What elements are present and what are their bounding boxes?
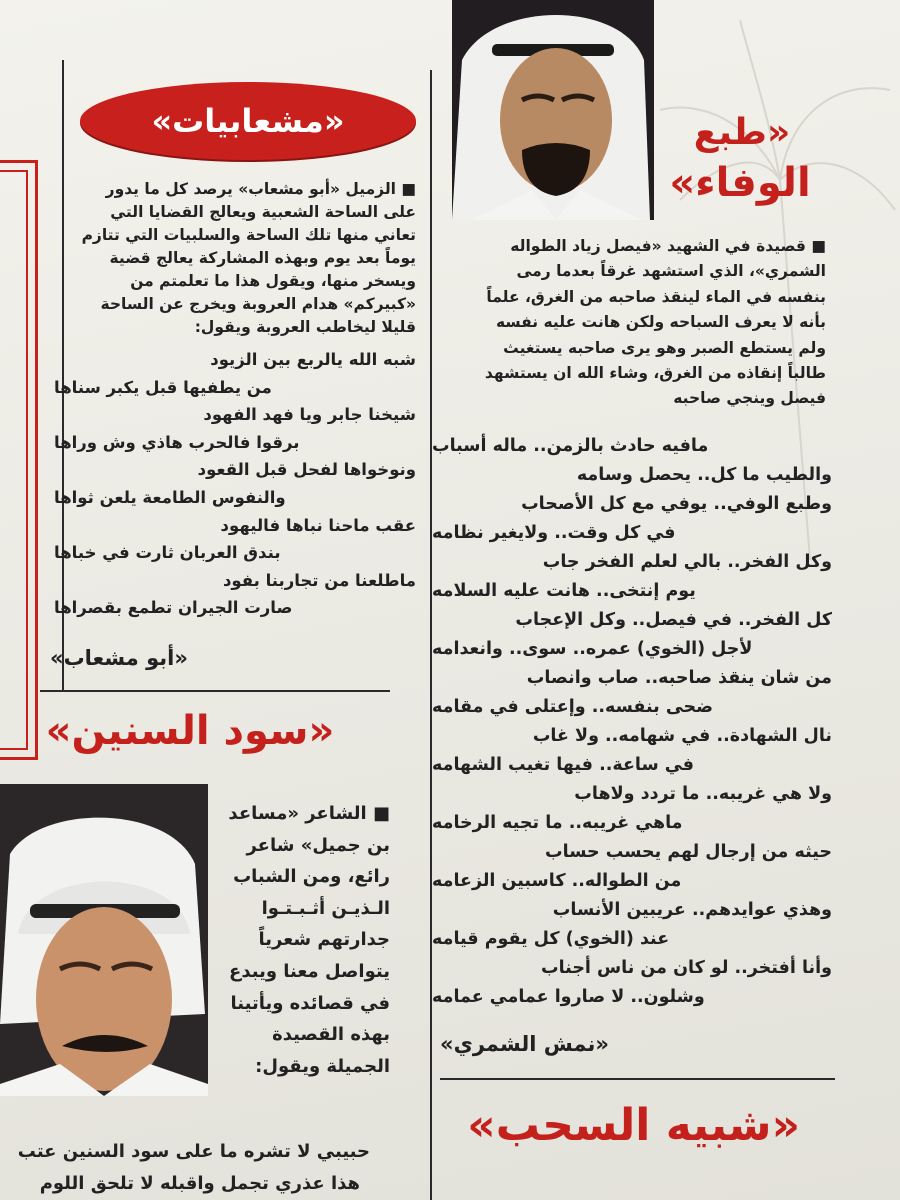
left-edge-red-frame-inner: [0, 170, 28, 750]
tab-alwafa-intro: [440, 234, 826, 412]
intro-line: «كبيركم» هدام العروبة ويخرج عن الساحة: [100, 295, 416, 313]
poem-line: بندق العربان ثارت في خباها: [54, 543, 281, 563]
poem-line: ماطلعنا من تجاربنا بفود: [222, 570, 416, 590]
poem-line: كل الفخر.. في فيصل.. وكل الإعجاب: [515, 610, 832, 630]
intro-line: تعاني منها تلك الساحة والسلبيات التي تتازم: [81, 226, 416, 244]
shabeeh-alsohob-title: «شبيه السحب»: [467, 1100, 800, 1151]
signature-abu-mashab: «أبو مشعاب»: [50, 646, 188, 670]
poem-line: نال الشهادة.. في شهامه.. ولا غاب: [532, 726, 832, 746]
tab-alwafa-title-line2: الوفاء»: [669, 160, 811, 206]
intro-line: فيصل وينجي صاحبه: [673, 389, 826, 408]
poem-line: وهذي عوايدهم.. عريبين الأنساب: [552, 900, 832, 920]
poem-line: ولا هي غريبه.. ما تردد ولاهاب: [574, 784, 832, 804]
poem-line: من يطفيها قبل يكبر سناها: [54, 377, 272, 397]
section-header-title: «مشعابيات»: [151, 102, 345, 140]
poem-line: ونوخواها لفحل قبل القعود: [197, 460, 416, 480]
signature-namash-alshammari: «نمش الشمري»: [440, 1032, 609, 1056]
poem-line: صارت الجيران تطمع بقصراها: [54, 598, 293, 618]
intro-line: الـذيـن أثـبـتـوا: [261, 897, 390, 919]
poem-line: هذا عذري تجمل واقبله لا تلحق اللوم: [39, 1173, 360, 1194]
poem-line: ضحى بنفسه.. وإعتلى في مقامه: [432, 697, 714, 717]
poem-line: حبيبي لا تشره ما على سود السنين عتب: [17, 1141, 370, 1162]
poem-line: شيخنا جابر ويا فهد الفهود: [203, 405, 416, 425]
intro-line: ■ الشاعر «مساعد: [228, 803, 390, 824]
poem-line: في ساعة.. فيها تغيب الشهامه: [432, 755, 694, 775]
intro-line: بأنه لا يعرف السباحه ولكن هانت عليه نفسه: [495, 313, 826, 332]
poem-line: حيثه من إرجال لهم يحسب حساب: [545, 842, 832, 862]
sood-alsneen-intro: [212, 798, 390, 1082]
intro-line: طالباً إنقاذه من الغرق، وشاء الله ان يستشهد: [484, 364, 826, 383]
left-bottom-divider: [40, 690, 390, 692]
intro-line: جدارتهم شعرياً: [258, 929, 390, 951]
tab-alwafa-poem: [432, 432, 832, 1012]
poem-line: يوم إنتخى.. هانت عليه السلامه: [432, 581, 696, 601]
intro-line: ■ الزميل «أبو مشعاب» يرصد كل ما يدور: [105, 180, 416, 198]
intro-line: قليلا ليخاطب العروبة ويقول:: [194, 318, 416, 336]
poem-line: والنفوس الطامعة يلعن ثواها: [54, 487, 286, 507]
poem-line: من شان ينقذ صاحبه.. صاب وانصاب: [526, 668, 832, 688]
poem-line: والطيب ما كل.. يحصل وسامه: [576, 465, 832, 485]
intro-line: بنفسه في الماء لينقذ صاحبه من الغرق، علماً: [486, 287, 826, 306]
section-header-banner: [80, 82, 416, 160]
sood-alsneen-title: «سود السنين»: [45, 708, 335, 754]
poem-line: شبه الله يالربع بين الزيود: [210, 350, 416, 369]
poem-line: من الطواله.. كاسبين الزعامه: [432, 871, 682, 891]
poem-line: وشلون.. لا صاروا عمامي عمامه: [432, 987, 705, 1007]
mashabiyat-intro: [72, 178, 416, 339]
tab-alwafa-title-line1: «طبع: [693, 112, 791, 153]
intro-line: الجميلة ويقول:: [255, 1055, 390, 1077]
intro-line: ■ قصيدة في الشهيد «فيصل زياد الطواله: [510, 237, 826, 255]
intro-line: على الساحة الشعبية ويعالج القضايا التي: [110, 203, 416, 221]
intro-line: يوماً بعد يوم وبهذه المشاركة يعالج قضية: [109, 249, 416, 267]
intro-line: ويسخر منها، ويقول هذا ما تعلمتم من: [130, 272, 416, 290]
intro-line: الشمري»، الذي استشهد غرقاً بعدما رمى: [516, 262, 826, 281]
poem-line: في كل وقت.. ولايغير نظامه: [432, 523, 676, 543]
intro-line: في قصائده ويأتينا: [230, 992, 390, 1014]
poem-line: ماهي غريبه.. ما تجيه الرخامه: [432, 813, 683, 833]
poem-line: وطبع الوفي.. يوفي مع كل الأصحاب: [521, 494, 832, 514]
poem-line: عند (الخوي) كل يقوم قيامه: [432, 929, 670, 949]
poem-line: مافيه حادث بالزمن.. ماله أسباب: [432, 436, 709, 456]
intro-line: يتواصل معنا ويبدع: [229, 960, 390, 982]
poem-line: عقب ماحنا نباها فاليهود: [220, 515, 416, 535]
right-bottom-divider: [440, 1078, 835, 1080]
poem-line: وكل الفخر.. بالي لعلم الفخر جاب: [542, 552, 832, 572]
portrait-photo-left: [0, 784, 208, 1096]
sood-alsneen-poem: [0, 1136, 420, 1200]
poem-line: لأجل (الخوي) عمره.. سوى.. وانعدامه: [432, 639, 753, 659]
intro-line: بهذه القصيدة: [272, 1024, 390, 1046]
poem-line: برقوا فالحرب هاذي وش وراها: [54, 432, 300, 452]
mashabiyat-poem: [44, 346, 416, 622]
portrait-photo-top: [452, 0, 654, 220]
intro-line: رائع، ومن الشباب: [233, 866, 390, 888]
intro-line: ولم يستطع الصبر وهو يرى صاحبه يستغيث: [503, 338, 826, 357]
poem-line: وأنا أفتخر.. لو كان من ناس أجناب: [541, 958, 832, 978]
intro-line: بن جميل» شاعر: [246, 834, 390, 856]
